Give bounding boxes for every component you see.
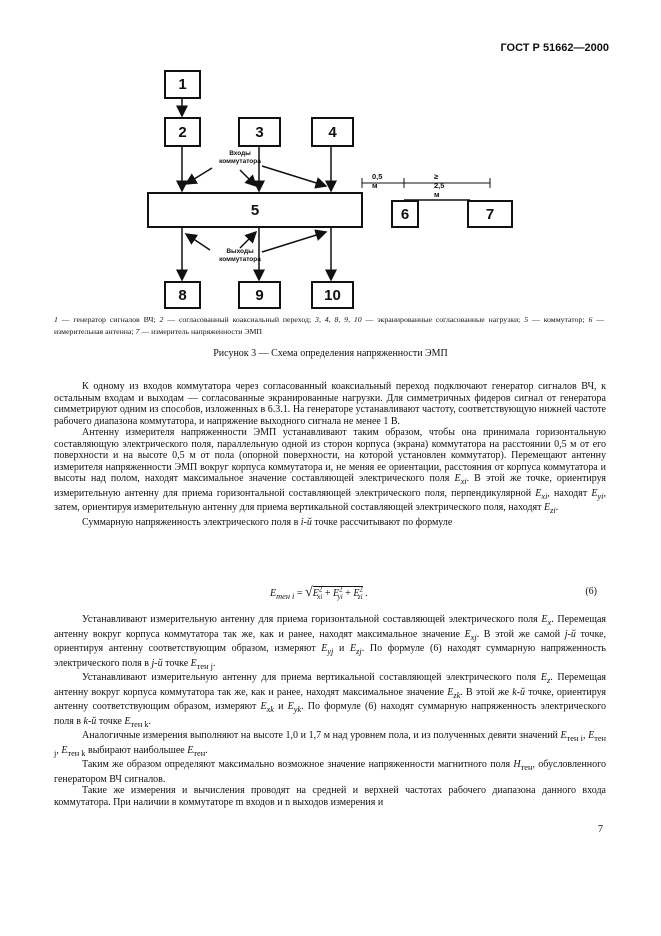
paragraph-7: Таким же образом определяют максимально возможное значение напряженности магнитного поля $H_{тен}$, обусловленного генератором ВЧ сигналов. [54,759,607,785]
page-number: 7 [598,824,603,835]
diagram-connections [0,0,661,310]
legend-num: 1 [54,315,58,324]
outputs-label-line2: коммутатора [219,256,261,263]
box-4-load: 4 [311,117,354,147]
legend-num: 7 [135,327,140,336]
legend-text: — измеритель напряженности ЭМП [139,327,263,336]
box-1-generator: 1 [164,70,201,99]
legend-text: — экранированные согласованные нагрузки; [361,315,525,324]
legend-text: — измерительная антенна; [54,315,605,336]
legend-text: — генератор сигналов ВЧ; [57,315,160,324]
paragraph-8: Такие же измерения и вычисления проводят на средней и верхней частотах рабочего диапазона данного входа коммутатора. При наличии в коммутаторе m входов и n выходов измерения и [54,785,606,808]
paragraph-2: Антенну измерителя напряженности ЭМП устанавливают таким образом, чтобы она принимала горизонтальную составляющую электрического поля, параллельную одной из сторон корпуса (экрана) коммутатора на расстоянии 0,5 м от его поверхности и на высоте 0,5 м от пола (опорной поверхности, на которой установлен коммутатор). Перемещают антенну измерителя напряженности ЭМП вокруг корпуса коммутатора и, не меняя ее ориентации, расстояния от корпуса коммутатора и высоты над полом, находят максимальное значение составляющей электрического поля $E_{xi}$. В этой же точке, ориентируя измерительную антенну для приема горизонтальной составляющей электрического поля, перпендикулярной $E_{xi}$, находят $E_{yi}$, затем, ориентируя измерительную антенну для приема вертикальной составляющей электрического поля, находят $E_{zi}$. [54,427,607,515]
distance-label-25m: ≥ 2,5 м [434,172,445,199]
body-text-block-1 [54,381,606,528]
legend-num: 6 [588,315,593,324]
box-7-field-meter: 7 [467,200,513,228]
paragraph-4: Устанавливают измерительную антенну для приема горизонтальной составляющей электрического поля $E_x$. Перемещая антенну вокруг корпуса коммутатора так же, как и ранее, находят максимальное значение $E_{xj}$. В этой же самой j-й точке, ориентируя антенну соответствующим образом, измеряют $E_{yj}$ и $E_{zj}$. По формуле (6) находят суммарную напряженность электрического поля в j-й точке $E_{тен j}$. [54,614,607,671]
document-header: ГОСТ Р 51662—2000 [500,42,609,54]
formula-number: (6) [585,586,597,597]
box-8-load: 8 [164,281,201,309]
legend-text: — коммутатор; [528,315,589,324]
legend-text: — согласованный коаксиальный переход; [163,315,316,324]
box-9-load: 9 [238,281,281,309]
inputs-label [200,150,280,166]
paragraph-1: К одному из входов коммутатора через согласованный коаксиальный переход подключают генератор сигналов ВЧ, к остальным входам и выходам — согласованные экранированные нагрузки. Для симметричных фидеров сигнал от генератора симметрируют одним из способов, изложенных в 6.3.1. На генераторе устанавливают частоту, соответствующую нижней частоте рабочего диапазона коммутатора, и напряжение выходного сигнала не менее 1 В. [54,381,606,427]
legend-num: 5 [524,315,529,324]
inputs-label-line2: коммутатора [219,158,261,165]
legend-num: 3, 4, 8, 9, 10 [315,315,362,324]
inputs-label-line1: Входы [229,150,251,157]
body-text-block-2 [54,614,606,808]
box-10-load: 10 [311,281,354,309]
box-3-load: 3 [238,117,281,147]
box-2-coax-transition: 2 [164,117,201,147]
legend-num: 2 [159,315,164,324]
paragraph-3: Суммарную напряженность электрического поля в i-й точке рассчитывают по формуле [82,516,453,528]
outputs-label-line1: Выходы [226,248,254,255]
box-5-commutator: 5 [147,192,363,228]
paragraph-5: Устанавливают измерительную антенну для приема вертикальной составляющей электрического поля $E_z$. Перемещая антенну вокруг корпуса коммутатора так же, как и ранее, находят максимальное значение $E_{zk}$. В этой же k-й точке, ориентируя антенну соответствующим образом, измеряют $E_{xk}$ и $E_{yk}$. По формуле (6) находят суммарную напряженность электрического поля в k-й точке $E_{тен k}$. [54,672,606,729]
box-6-antenna: 6 [391,200,419,228]
figure-legend [54,314,604,338]
distance-label-05m: 0,5 м [372,172,383,190]
formula-6 [0,583,661,603]
paragraph-6: Аналогичные измерения выполняют на высоте 1,0 и 1,7 м над уровнем пола, и из полученных девяти значений $E_{тен i}$, $E_{тен j}$, $E_{тен k}$ выбирают наибольшее $E_{тен}$. [54,730,606,758]
figure-caption: Рисунок 3 — Схема определения напряженности ЭМП [213,348,448,359]
outputs-label [200,248,280,264]
formula-expression: $E_{тен i} = √E^2_{xi} + E^2_{yi} + E^2_{zi}$ . [270,585,368,601]
